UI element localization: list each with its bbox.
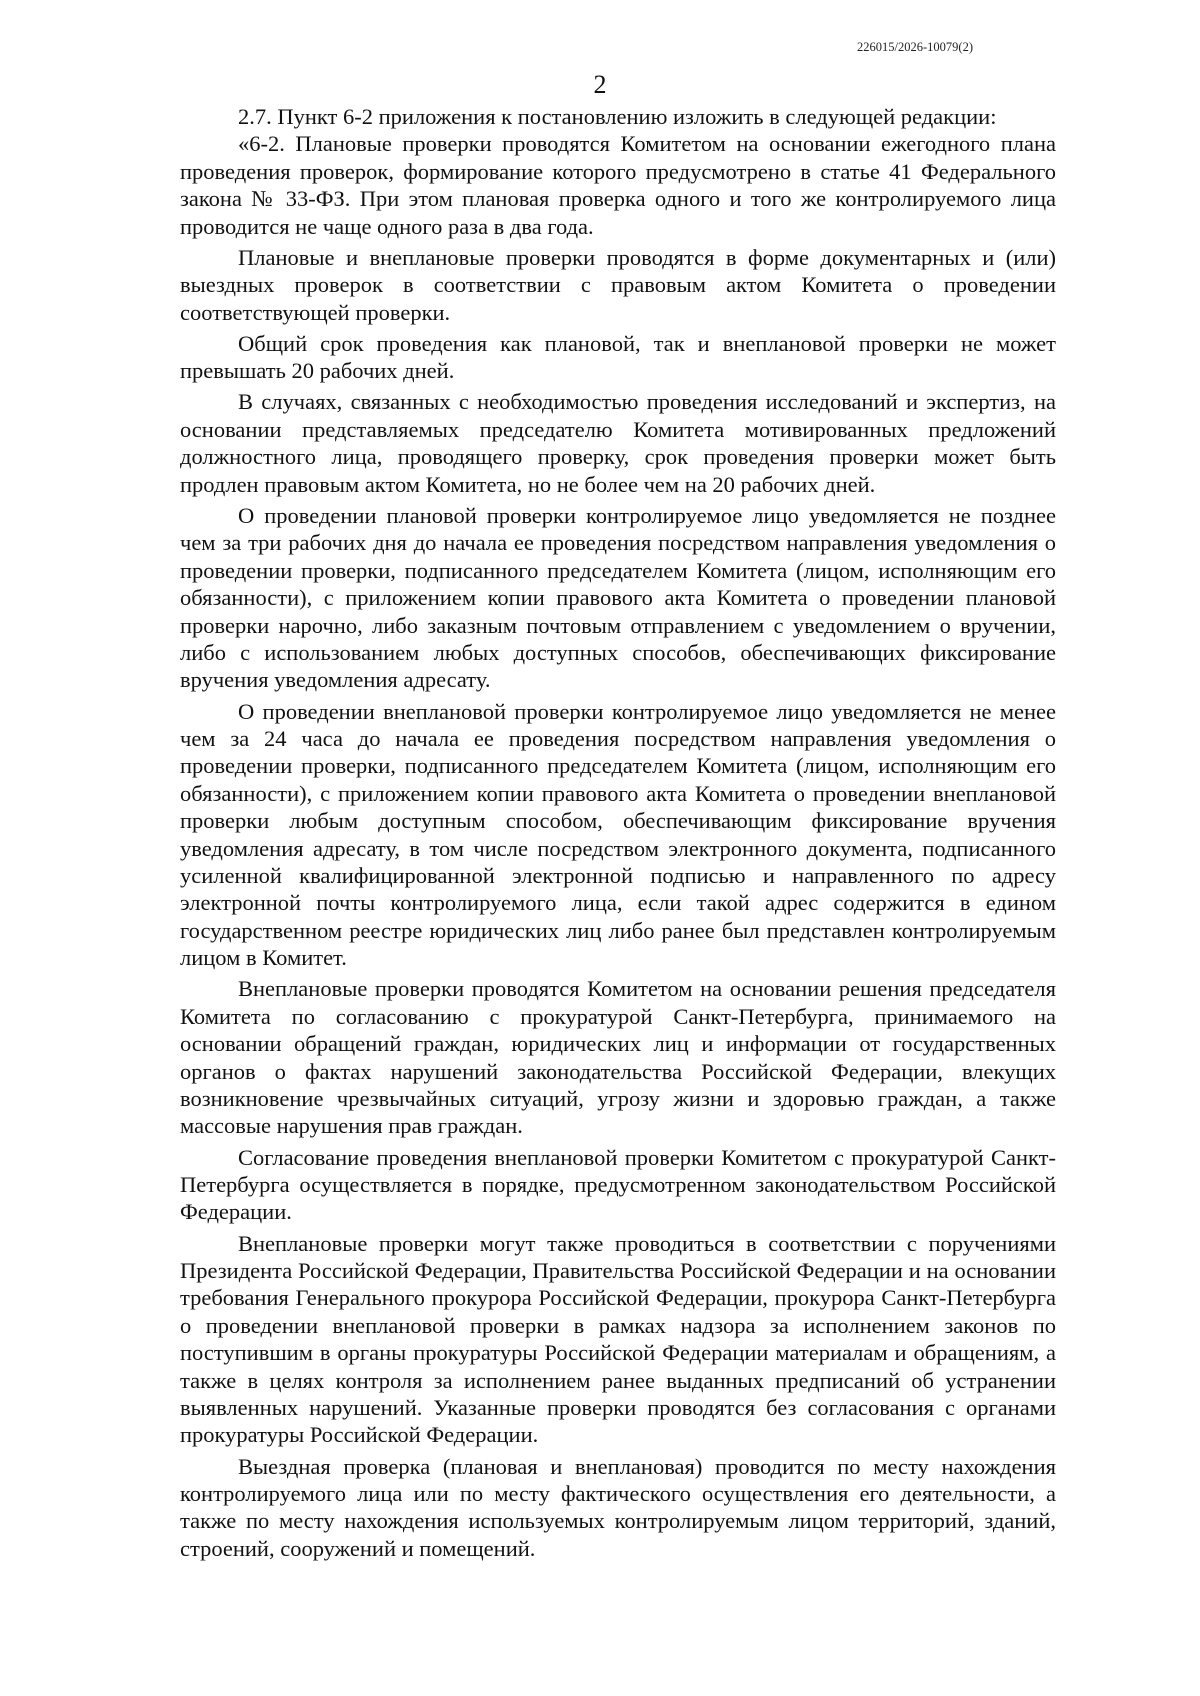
paragraph: Согласование проведения внеплановой проверки Комитетом с прокуратурой Санкт-Петербурга осуществляется в порядке, предусмотренном законодательством Российской Федерации. <box>180 1144 1056 1225</box>
paragraph: В случаях, связанных с необходимостью проведения исследований и экспертиз, на основании представляемых председателю Комитета мотивированных предложений должностного лица, проводящего проверку, срок проведения проверки может быть продлен правовым актом Комитета, но не более чем на 20 рабочих дней. <box>180 389 1056 497</box>
registration-number: 226015/2026-10079(2) <box>857 40 973 54</box>
paragraph: Внеплановые проверки проводятся Комитетом на основании решения председателя Комитета по согласованию с прокуратурой Санкт-Петербурга, принимаемого на основании обращений граждан, юридических лиц и информации от государственных органов о фактах нарушений законодательства Российской Федерации, влекущих возникновение чрезвычайных ситуаций, угрозу жизни и здоровью граждан, а также массовые нарушения прав граждан. <box>180 976 1056 1139</box>
paragraph: «6-2. Плановые проверки проводятся Комитетом на основании ежегодного плана проведения проверок, формирование которого предусмотрено в статье 41 Федерального закона № 33-ФЗ. При этом плановая проверка одного и того же контролируемого лица проводится не чаще одного раза в два года. <box>180 131 1056 239</box>
document-body <box>180 103 1056 1562</box>
page-number: 2 <box>593 70 607 99</box>
paragraph: О проведении внеплановой проверки контролируемое лицо уведомляется не менее чем за 24 часа до начала ее проведения посредством направления уведомления о проведении проверки, подписанного председателем Комитета (лицом, исполняющим его обязанности), с приложением копии правового акта Комитета о проведении внеплановой проверки любым доступным способом, обеспечивающим фиксирование вручения уведомления адресату, в том числе посредством электронного документа, подписанного усиленной квалифицированной электронной подписью и направленного по адресу электронной почты контролируемого лица, если такой адрес содержится в едином государственном реестре юридических лиц либо ранее был представлен контролируемым лицом в Комитет. <box>180 698 1056 971</box>
paragraph: О проведении плановой проверки контролируемое лицо уведомляется не позднее чем за три рабочих дня до начала ее проведения посредством направления уведомления о проведении проверки, подписанного председателем Комитета (лицом, исполняющим его обязанности), с приложением копии правового акта Комитета о проведении плановой проверки нарочно, либо заказным почтовым отправлением с уведомлением о вручении, либо с использованием любых доступных способов, обеспечивающих фиксирование вручения уведомления адресату. <box>180 502 1056 693</box>
paragraph-clause-2-7: 2.7. Пункт 6-2 приложения к постановлению изложить в следующей редакции: <box>238 104 997 129</box>
paragraph: Внеплановые проверки могут также проводиться в соответствии с поручениями Президента Российской Федерации, Правительства Российской Федерации и на основании требования Генерального прокурора Российской Федерации, прокурора Санкт-Петербурга о проведении внеплановой проверки в рамках надзора за исполнением законов по поступившим в органы прокуратуры Российской Федерации материалам и обращениям, а также в целях контроля за исполнением ранее выданных предписаний об устранении выявленных нарушений. Указанные проверки проводятся без согласования с органами прокуратуры Российской Федерации. <box>180 1230 1056 1448</box>
paragraph: Плановые и внеплановые проверки проводятся в форме документарных и (или) выездных проверок в соответствии с правовым актом Комитета о проведении соответствующей проверки. <box>180 244 1056 325</box>
paragraph: Выездная проверка (плановая и внеплановая) проводится по месту нахождения контролируемого лица или по месту фактического осуществления его деятельности, а также по месту нахождения используемых контролируемым лицом территорий, зданий, строений, сооружений и помещений. <box>180 1453 1056 1561</box>
paragraph: Общий срок проведения как плановой, так и внеплановой проверки не может превышать 20 рабочих дней. <box>180 330 1056 384</box>
